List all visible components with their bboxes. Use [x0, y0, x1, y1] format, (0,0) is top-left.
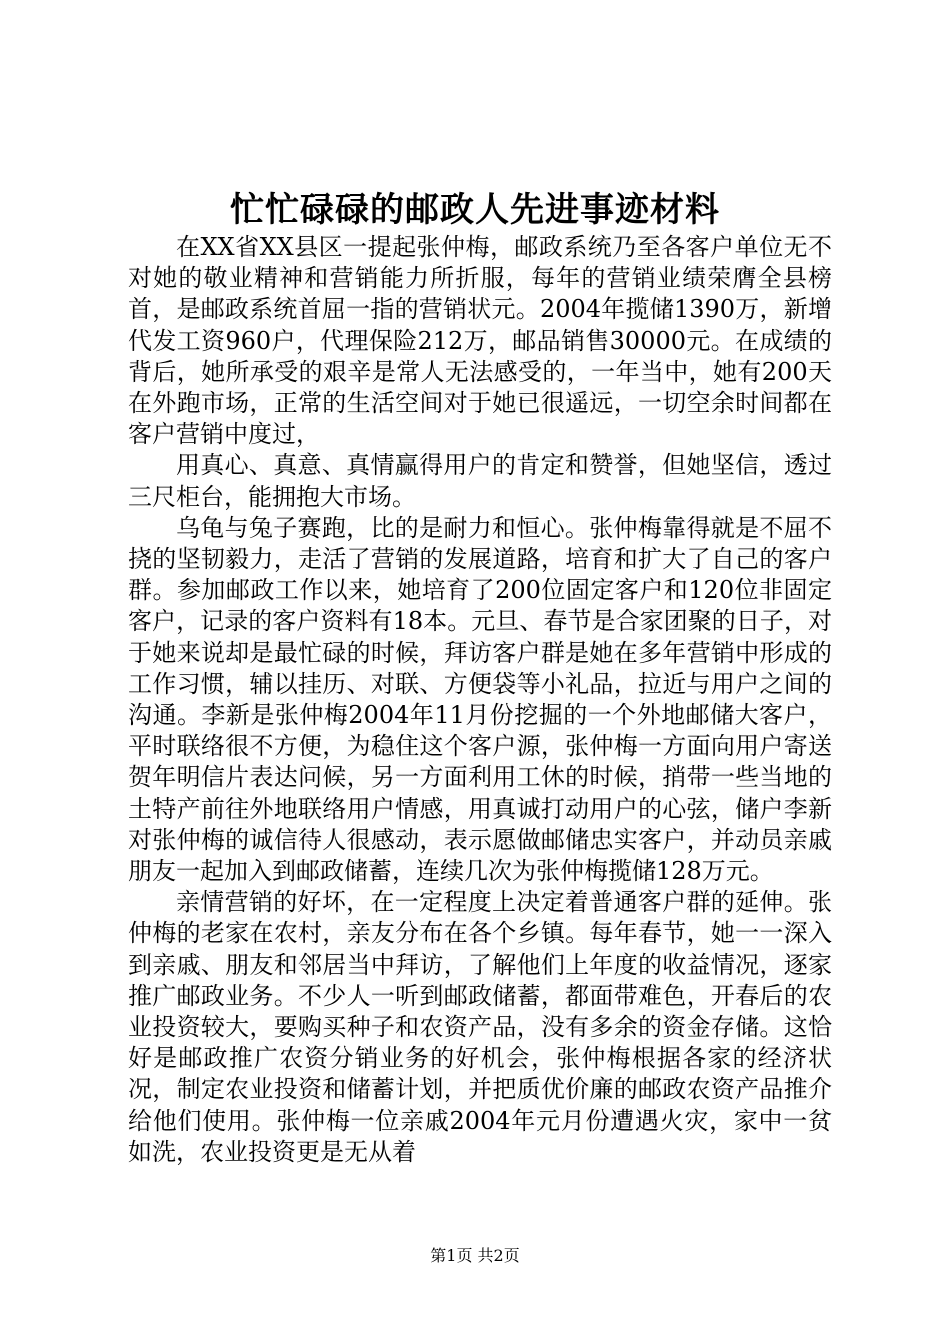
document-body [128, 232, 832, 1168]
paragraph: 亲情营销的好坏，在一定程度上决定着普通客户群的延伸。张仲梅的老家在农村，亲友分布在各个乡镇。每年春节，她一一深入到亲戚、朋友和邻居当中拜访，了解他们上年度的收益情况，逐家推广邮政业务。不少人一听到邮政储蓄，都面带难色，开春后的农业投资较大，要购买种子和农资产品，没有多余的资金存储。这恰好是邮政推广农资分销业务的好机会，张仲梅根据各家的经济状况，制定农业投资和储蓄计划，并把质优价廉的邮政农资产品推介给他们使用。张仲梅一位亲戚2004年元月份遭遇火灾，家中一贫如洗，农业投资更是无从着 [128, 888, 832, 1166]
paragraph: 用真心、真意、真情赢得用户的肯定和赞誉，但她坚信，透过三尺柜台，能拥抱大市场。 [128, 451, 832, 511]
document-title: 忙忙碌碌的邮政人先进事迹材料 [230, 190, 720, 230]
page-number-footer: 第1页 共2页 [430, 1246, 520, 1265]
paragraph: 在XX省XX县区一提起张仲梅，邮政系统乃至各客户单位无不对她的敬业精神和营销能力所折服，每年的营销业绩荣膺全县榜首，是邮政系统首屈一指的营销状元。2004年揽储1390万，新增代发工资960户，代理保险212万，邮品销售30000元。在成绩的背后，她所承受的艰辛是常人无法感受的，一年当中，她有200天在外跑市场，正常的生活空间对于她已很遥远，一切空余时间都在客户营销中度过， [128, 233, 832, 449]
paragraph: 乌龟与兔子赛跑，比的是耐力和恒心。张仲梅靠得就是不屈不挠的坚韧毅力，走活了营销的发展道路，培育和扩大了自己的客户群。参加邮政工作以来，她培育了200位固定客户和120位非固定客户，记录的客户资料有18本。元旦、春节是合家团聚的日子，对于她来说却是最忙碌的时候，拜访客户群是她在多年营销中形成的工作习惯，辅以挂历、对联、方便袋等小礼品，拉近与用户之间的沟通。李新是张仲梅2004年11月份挖掘的一个外地邮储大客户，平时联络很不方便，为稳住这个客户源，张仲梅一方面向用户寄送贺年明信片表达问候，另一方面利用工休的时候，捎带一些当地的土特产前往外地联络用户情感，用真诚打动用户的心弦，储户李新对张仲梅的诚信待人很感动，表示愿做邮储忠实客户，并动员亲戚朋友一起加入到邮政储蓄，连续几次为张仲梅揽储128万元。 [128, 513, 832, 886]
